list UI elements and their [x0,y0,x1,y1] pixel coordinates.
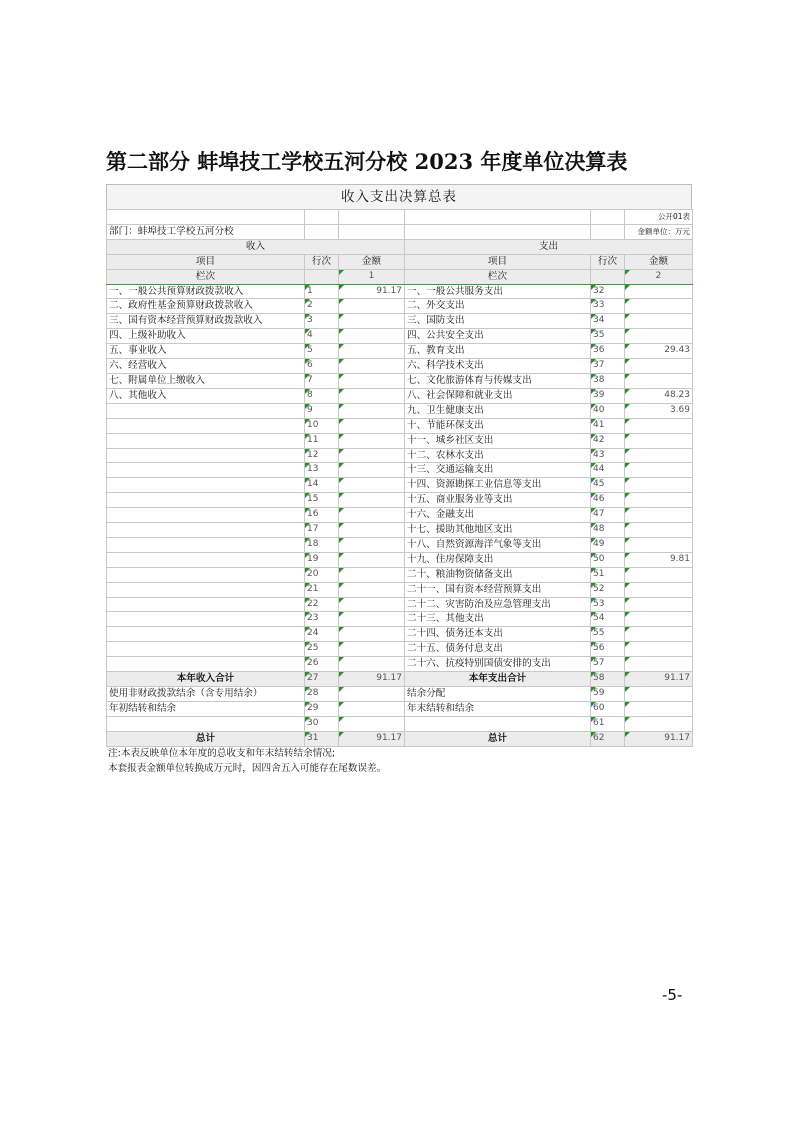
income-line-number: 25 [305,642,339,657]
expense-item: 四、公共安全支出 [405,329,591,344]
table-row [107,373,693,388]
expense-item: 十三、交通运输支出 [405,463,591,478]
income-amount [339,403,405,418]
note-line-2: 本套报表金额单位转换成万元时，因四舍五入可能存在尾数误差。 [108,763,387,775]
income-lanci-value: 1 [339,269,405,284]
income-line-number: 4 [305,329,339,344]
expense-item: 二、外交支出 [405,299,591,314]
table-row [107,627,693,642]
table-row [107,329,693,344]
expense-item: 八、社会保障和就业支出 [405,388,591,403]
income-line-number: 28 [305,687,339,702]
expense-amount [625,299,693,314]
summary-table [106,209,693,747]
total-row [107,731,693,746]
expense-item: 十八、自然资源海洋气象等支出 [405,537,591,552]
income-item [107,716,305,731]
income-item [107,537,305,552]
income-amount: 91.17 [339,672,405,687]
income-item [107,433,305,448]
income-amount [339,642,405,657]
expense-line-number: 59 [591,687,625,702]
expense-amount: 3.69 [625,403,693,418]
expense-amount [625,597,693,612]
income-amount [339,314,405,329]
expense-amount [625,284,693,299]
expense-lanci-value: 2 [625,269,693,284]
table-row [107,403,693,418]
income-item: 本年收入合计 [107,672,305,687]
expense-line-number: 43 [591,448,625,463]
expense-amount: 48.23 [625,388,693,403]
expense-line-number: 57 [591,657,625,672]
income-item: 二、政府性基金预算财政拨款收入 [107,299,305,314]
expense-item-header: 项目 [405,254,591,269]
total-row [107,701,693,716]
income-item [107,642,305,657]
income-line-number: 17 [305,523,339,538]
total-row [107,672,693,687]
table-row [107,582,693,597]
income-item: 三、国有资本经营预算财政拨款收入 [107,314,305,329]
expense-item: 七、文化旅游体育与传媒支出 [405,373,591,388]
income-line-number: 12 [305,448,339,463]
expense-item: 十七、援助其他地区支出 [405,523,591,538]
income-line-number: 29 [305,701,339,716]
expense-item: 十、节能环保支出 [405,418,591,433]
table-row [107,284,693,299]
income-amount [339,597,405,612]
expense-amount [625,716,693,731]
income-line-number: 22 [305,597,339,612]
expense-amount [625,657,693,672]
expense-line-number: 50 [591,552,625,567]
expense-line-number: 58 [591,672,625,687]
income-line-number: 9 [305,403,339,418]
expense-item: 十二、农林水支出 [405,448,591,463]
notes-table [106,747,692,777]
expense-amount: 91.17 [625,672,693,687]
expense-line-number: 41 [591,418,625,433]
expense-item: 一、一般公共服务支出 [405,284,591,299]
expense-item: 二十五、债务付息支出 [405,642,591,657]
total-row [107,716,693,731]
expense-amount [625,314,693,329]
lanci-row [107,269,693,284]
income-line-number: 2 [305,299,339,314]
income-item [107,597,305,612]
income-item [107,463,305,478]
table-row [107,463,693,478]
expense-amount [625,701,693,716]
income-line-number: 18 [305,537,339,552]
expense-line-number: 60 [591,701,625,716]
expense-amount [625,687,693,702]
expense-header: 支出 [405,239,693,254]
income-amount-header: 金额 [339,254,405,269]
table-row [107,567,693,582]
income-line-number: 13 [305,463,339,478]
form-code-row [107,210,693,225]
dept-row [107,224,693,239]
expense-line-number: 61 [591,716,625,731]
column-header-row [107,254,693,269]
expense-item: 二十二、灾害防治及应急管理支出 [405,597,591,612]
expense-item: 本年支出合计 [405,672,591,687]
expense-line-number: 38 [591,373,625,388]
income-line-number: 30 [305,716,339,731]
expense-amount [625,537,693,552]
expense-line-number: 39 [591,388,625,403]
income-item [107,657,305,672]
expense-amount [625,493,693,508]
expense-line-number: 46 [591,493,625,508]
expense-amount [625,433,693,448]
page-number: -5- [662,986,683,1004]
income-item [107,418,305,433]
expense-amount: 9.81 [625,552,693,567]
expense-lanci-label: 栏次 [405,269,591,284]
form-code: 公开01表 [625,210,693,225]
table-row [107,433,693,448]
income-line-number: 3 [305,314,339,329]
expense-line-number: 49 [591,537,625,552]
table-row [107,344,693,359]
expense-amount [625,642,693,657]
note-row [106,762,692,777]
expense-amount [625,612,693,627]
expense-item: 十四、资源勘探工业信息等支出 [405,478,591,493]
income-line-number: 26 [305,657,339,672]
income-item [107,448,305,463]
expense-line-number: 42 [591,433,625,448]
expense-line-number: 47 [591,508,625,523]
expense-line-number: 52 [591,582,625,597]
expense-line-number: 55 [591,627,625,642]
page-heading: 第二部分 蚌埠技工学校五河分校 2023 年度单位决算表 [106,149,628,174]
expense-amount [625,627,693,642]
expense-amount [625,508,693,523]
expense-line-number: 34 [591,314,625,329]
income-amount [339,388,405,403]
table-row [107,657,693,672]
income-item: 六、经营收入 [107,359,305,374]
total-row [107,687,693,702]
income-item [107,403,305,418]
expense-amount: 29.43 [625,344,693,359]
income-item [107,523,305,538]
table-row [107,508,693,523]
expense-amount [625,478,693,493]
expense-line-header: 行次 [591,254,625,269]
income-line-number: 23 [305,612,339,627]
expense-line-number: 62 [591,731,625,746]
expense-item: 十一、城乡社区支出 [405,433,591,448]
table-row [107,537,693,552]
income-item [107,552,305,567]
table-row [107,493,693,508]
income-item: 七、附属单位上缴收入 [107,373,305,388]
budget-summary-sheet [106,184,692,777]
income-item [107,567,305,582]
expense-line-number: 45 [591,478,625,493]
expense-line-number: 48 [591,523,625,538]
expense-item: 十五、商业服务业等支出 [405,493,591,508]
income-line-number: 20 [305,567,339,582]
income-item-header: 项目 [107,254,305,269]
expense-item: 六、科学技术支出 [405,359,591,374]
expense-line-number: 32 [591,284,625,299]
income-amount [339,582,405,597]
expense-line-number: 53 [591,597,625,612]
income-amount [339,508,405,523]
income-item: 八、其他收入 [107,388,305,403]
expense-amount-header: 金额 [625,254,693,269]
income-line-number: 1 [305,284,339,299]
expense-item: 二十六、抗疫特别国债安排的支出 [405,657,591,672]
expense-item: 三、国防支出 [405,314,591,329]
table-row [107,612,693,627]
expense-item [405,716,591,731]
income-amount [339,373,405,388]
income-item: 一、一般公共预算财政拨款收入 [107,284,305,299]
table-row [107,478,693,493]
income-amount [339,329,405,344]
note-row [106,747,692,762]
income-line-number: 5 [305,344,339,359]
table-row [107,597,693,612]
income-line-number: 19 [305,552,339,567]
income-line-number: 6 [305,359,339,374]
expense-line-number: 54 [591,612,625,627]
income-line-number: 31 [305,731,339,746]
income-item [107,582,305,597]
income-amount [339,493,405,508]
table-row [107,448,693,463]
income-header: 收入 [107,239,405,254]
expense-item: 二十三、其他支出 [405,612,591,627]
income-amount [339,537,405,552]
income-amount [339,433,405,448]
income-line-number: 21 [305,582,339,597]
expense-item: 二十、粮油物资储备支出 [405,567,591,582]
income-amount [339,523,405,538]
expense-item: 十九、住房保障支出 [405,552,591,567]
expense-amount [625,523,693,538]
table-row [107,388,693,403]
income-line-header: 行次 [305,254,339,269]
income-amount: 91.17 [339,731,405,746]
expense-item: 总计 [405,731,591,746]
income-line-number: 24 [305,627,339,642]
expense-amount [625,329,693,344]
expense-item: 五、教育支出 [405,344,591,359]
table-row [107,552,693,567]
sheet-title: 收入支出决算总表 [106,184,692,209]
income-amount [339,612,405,627]
income-item [107,612,305,627]
note-line-1: 注:本表反映单位本年度的总收支和年末结转结余情况; [108,748,336,760]
income-amount [339,552,405,567]
expense-amount [625,359,693,374]
income-item [107,493,305,508]
income-line-number: 14 [305,478,339,493]
table-row [107,523,693,538]
expense-line-number: 44 [591,463,625,478]
expense-amount [625,582,693,597]
income-amount [339,687,405,702]
income-line-number: 15 [305,493,339,508]
table-row [107,359,693,374]
expense-line-number: 56 [591,642,625,657]
expense-amount [625,463,693,478]
section-header-row [107,239,693,254]
income-amount [339,657,405,672]
income-line-number: 8 [305,388,339,403]
expense-line-number: 33 [591,299,625,314]
expense-line-number: 36 [591,344,625,359]
income-amount [339,478,405,493]
department-label: 部门：蚌埠技工学校五河分校 [107,224,305,239]
expense-amount [625,567,693,582]
expense-item: 结余分配 [405,687,591,702]
expense-amount [625,418,693,433]
income-lanci-label: 栏次 [107,269,305,284]
expense-item: 二十一、国有资本经营预算支出 [405,582,591,597]
income-amount [339,463,405,478]
income-amount [339,627,405,642]
income-line-number: 11 [305,433,339,448]
income-item: 总计 [107,731,305,746]
income-amount [339,359,405,374]
expense-line-number: 37 [591,359,625,374]
expense-amount [625,373,693,388]
table-row [107,314,693,329]
income-line-number: 7 [305,373,339,388]
expense-item: 十六、金融支出 [405,508,591,523]
expense-item: 二十四、债务还本支出 [405,627,591,642]
income-item: 五、事业收入 [107,344,305,359]
expense-line-number: 51 [591,567,625,582]
income-item: 使用非财政拨款结余（含专用结余） [107,687,305,702]
income-item [107,508,305,523]
expense-amount: 91.17 [625,731,693,746]
unit-label: 金额单位：万元 [625,224,693,239]
income-amount [339,418,405,433]
income-item [107,627,305,642]
expense-line-number: 40 [591,403,625,418]
table-row [107,642,693,657]
income-line-number: 10 [305,418,339,433]
income-amount [339,701,405,716]
income-item: 年初结转和结余 [107,701,305,716]
income-line-number: 16 [305,508,339,523]
expense-item: 年末结转和结余 [405,701,591,716]
table-row [107,418,693,433]
income-amount [339,344,405,359]
income-amount [339,448,405,463]
income-item: 四、上级补助收入 [107,329,305,344]
expense-amount [625,448,693,463]
expense-item: 九、卫生健康支出 [405,403,591,418]
income-line-number: 27 [305,672,339,687]
income-amount: 91.17 [339,284,405,299]
income-amount [339,716,405,731]
income-amount [339,567,405,582]
table-row [107,299,693,314]
income-item [107,478,305,493]
income-amount [339,299,405,314]
expense-line-number: 35 [591,329,625,344]
